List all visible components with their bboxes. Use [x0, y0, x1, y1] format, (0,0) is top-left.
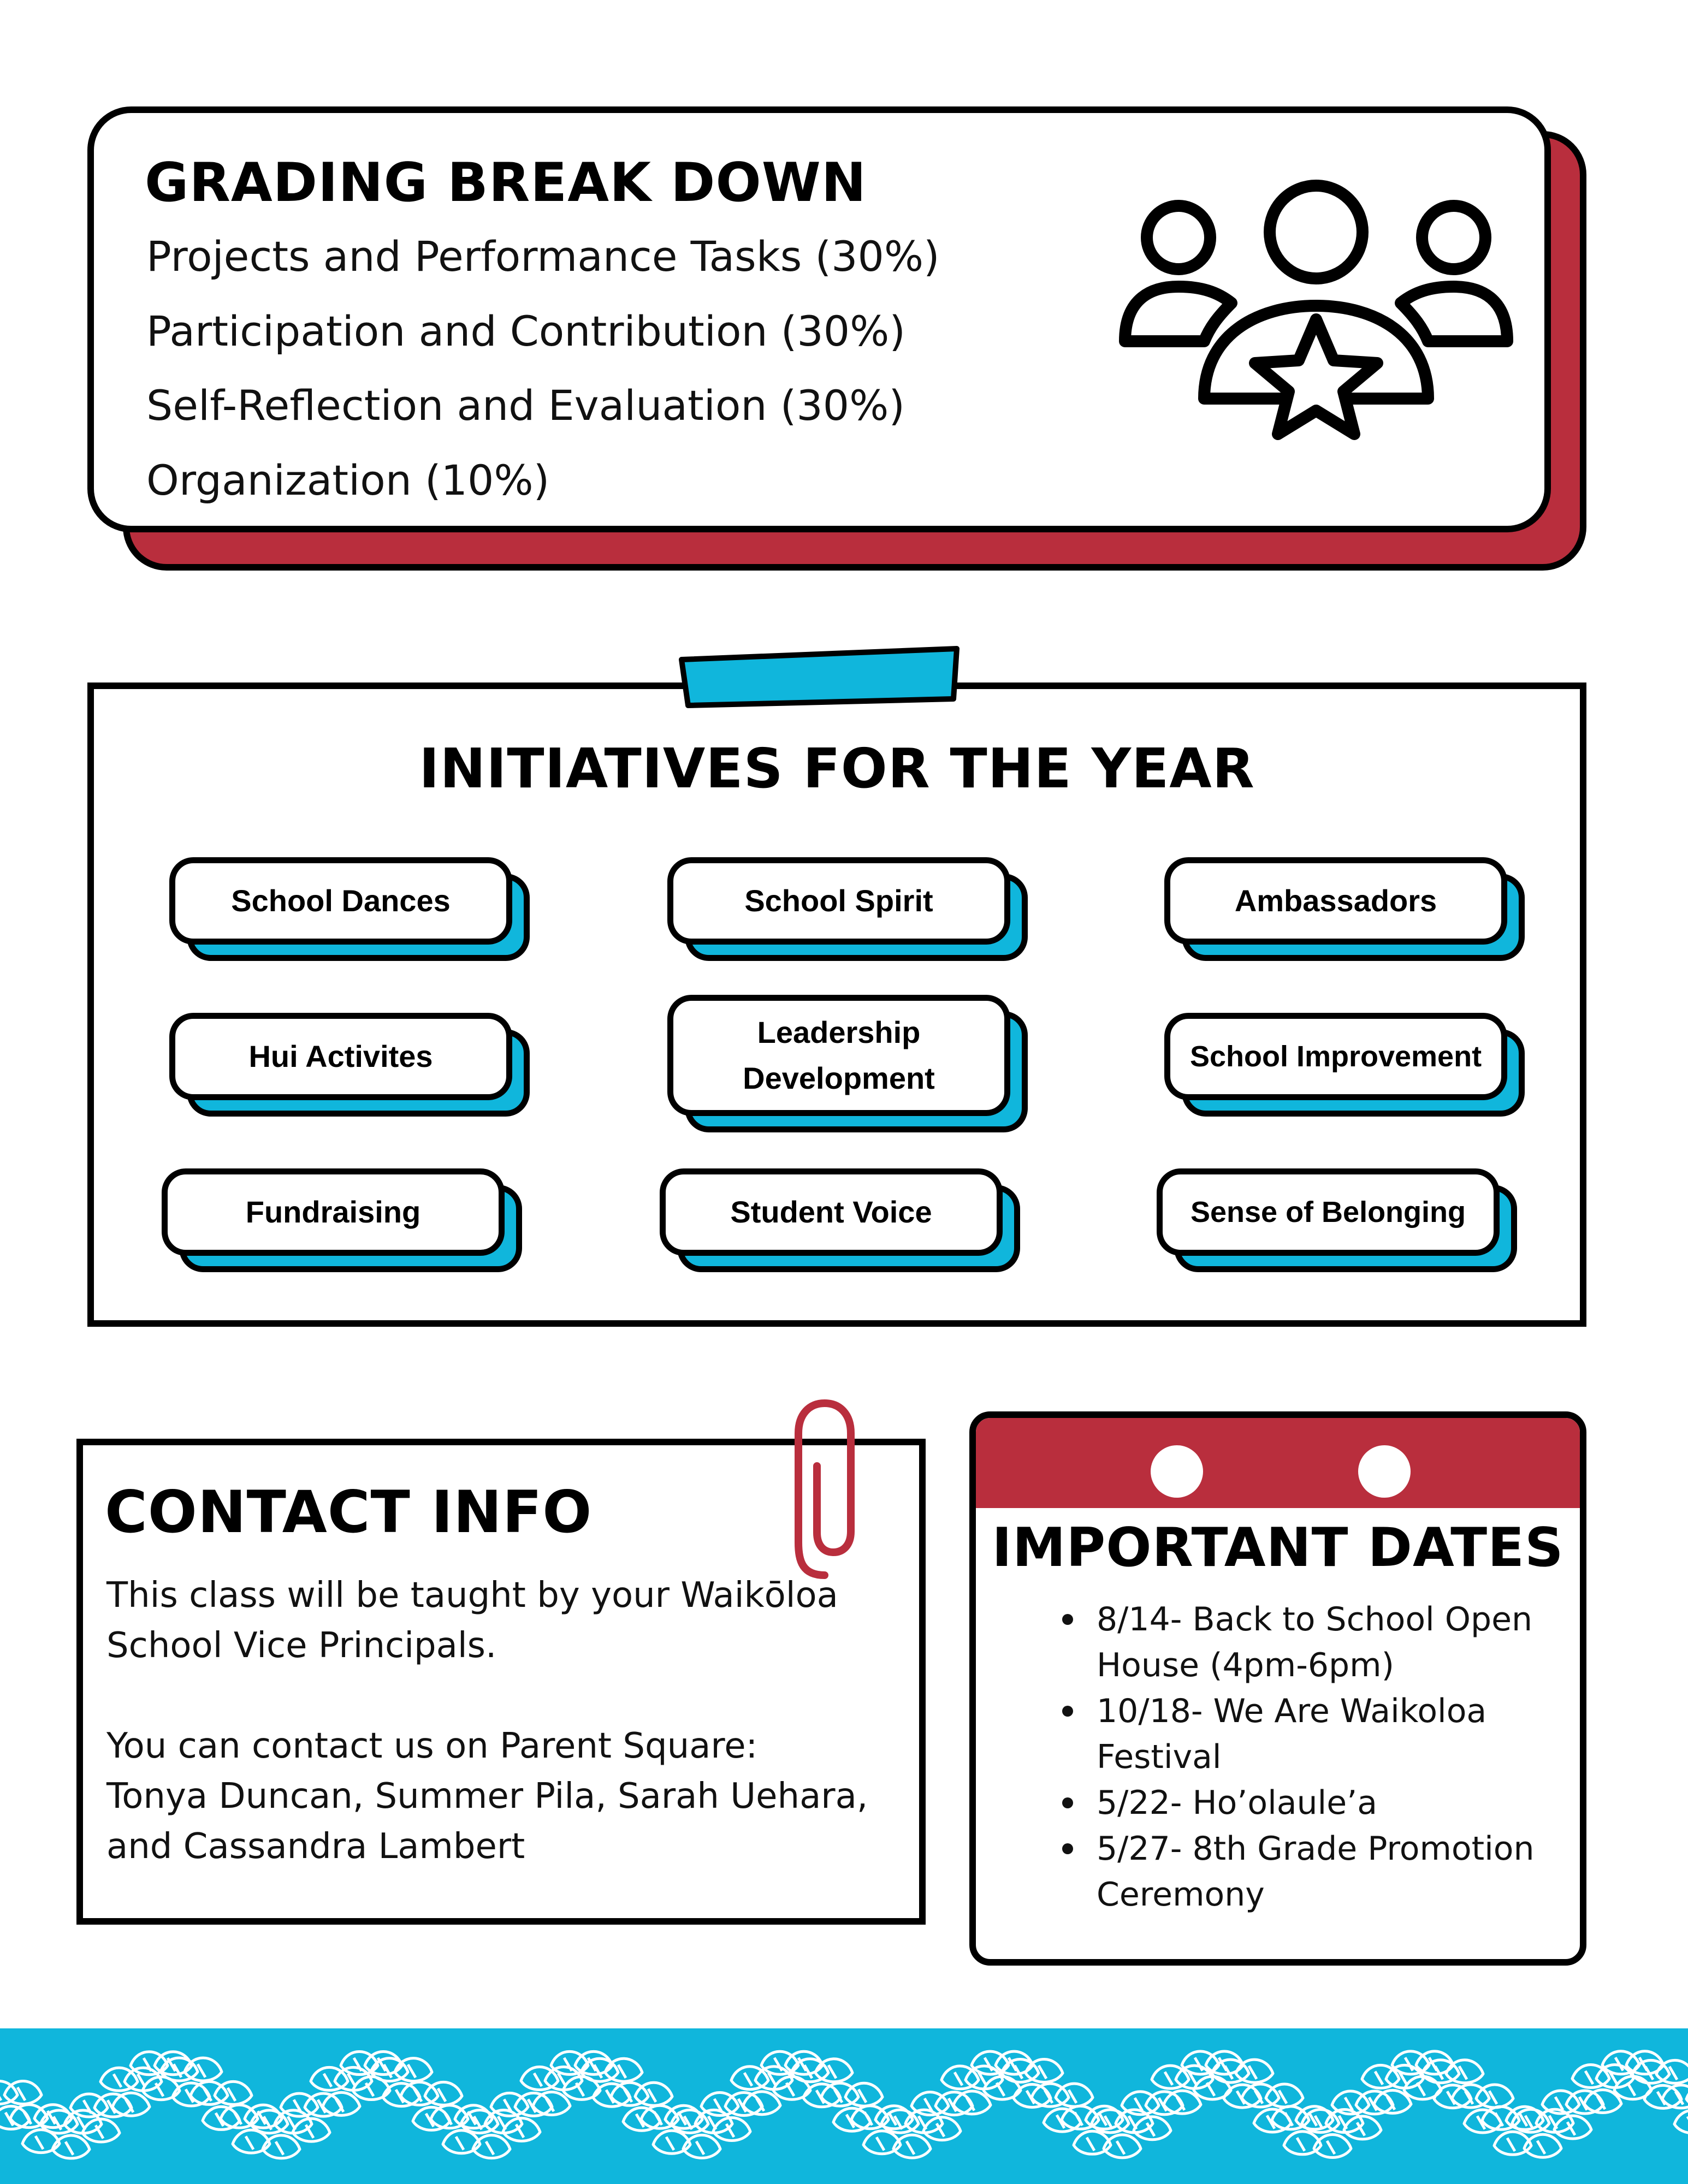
initiative-pill: [162, 1168, 505, 1256]
initiative-label: School Spirit: [667, 857, 1010, 945]
contact-title: CONTACT INFO: [105, 1479, 593, 1546]
bullet-icon: [1062, 1843, 1073, 1854]
calendar-ring-icon: [1358, 1445, 1411, 1498]
initiative-label: Ambassadors: [1164, 857, 1507, 945]
initiative-pill: [169, 857, 512, 945]
bullet-icon: [1062, 1614, 1073, 1625]
initiative-label: Fundraising: [162, 1168, 505, 1256]
people-star-icon: [1114, 177, 1518, 461]
lei-pattern-band: [0, 2028, 1688, 2184]
initiative-pill: [1164, 857, 1507, 945]
grading-item: Organization (10%): [146, 456, 550, 505]
initiative-pill: [660, 1168, 1003, 1256]
bullet-icon: [1062, 1706, 1073, 1717]
bullet-icon: [1062, 1797, 1073, 1808]
grading-title: GRADING BREAK DOWN: [145, 152, 867, 214]
initiative-label: School Improvement: [1164, 1013, 1507, 1100]
dates-title: IMPORTANT DATES: [992, 1517, 1564, 1579]
contact-text: Tonya Duncan, Summer Pila, Sarah Uehara,: [106, 1776, 868, 1817]
contact-text: This class will be taught by your Waikōloa: [106, 1575, 838, 1616]
date-text: 5/22- Ho’olaule’a: [1097, 1784, 1377, 1822]
calendar-ring-icon: [1151, 1445, 1203, 1498]
date-text: Festival: [1097, 1738, 1222, 1776]
date-text: Ceremony: [1097, 1876, 1265, 1914]
contact-text: School Vice Principals.: [106, 1625, 497, 1666]
contact-text: You can contact us on Parent Square:: [106, 1726, 758, 1766]
date-text: House (4pm-6pm): [1097, 1646, 1394, 1684]
date-text: 5/27- 8th Grade Promotion: [1097, 1830, 1535, 1868]
initiative-pill: [667, 857, 1010, 945]
initiative-pill: [1164, 1013, 1507, 1100]
initiative-label: Hui Activites: [169, 1013, 512, 1100]
initiative-pill: [1157, 1168, 1500, 1256]
initiatives-title: INITIATIVES FOR THE YEAR: [419, 737, 1255, 800]
initiative-label: School Dances: [169, 857, 512, 945]
date-text: 8/14- Back to School Open: [1097, 1600, 1533, 1639]
date-text: 10/18- We Are Waikoloa: [1097, 1692, 1487, 1730]
initiative-label: Leadership Development: [667, 995, 1010, 1116]
contact-text: and Cassandra Lambert: [106, 1826, 525, 1867]
calendar-header: [976, 1418, 1580, 1508]
initiative-label: Sense of Belonging: [1157, 1168, 1500, 1256]
initiative-pill: [169, 1013, 512, 1100]
grading-item: Self-Reflection and Evaluation (30%): [146, 381, 905, 430]
initiative-pill: [667, 995, 1010, 1116]
grading-item: Participation and Contribution (30%): [146, 307, 906, 355]
grading-item: Projects and Performance Tasks (30%): [146, 232, 940, 281]
paperclip-icon: [786, 1395, 863, 1583]
initiative-label: Student Voice: [660, 1168, 1003, 1256]
tape-strip-icon: [677, 644, 961, 710]
